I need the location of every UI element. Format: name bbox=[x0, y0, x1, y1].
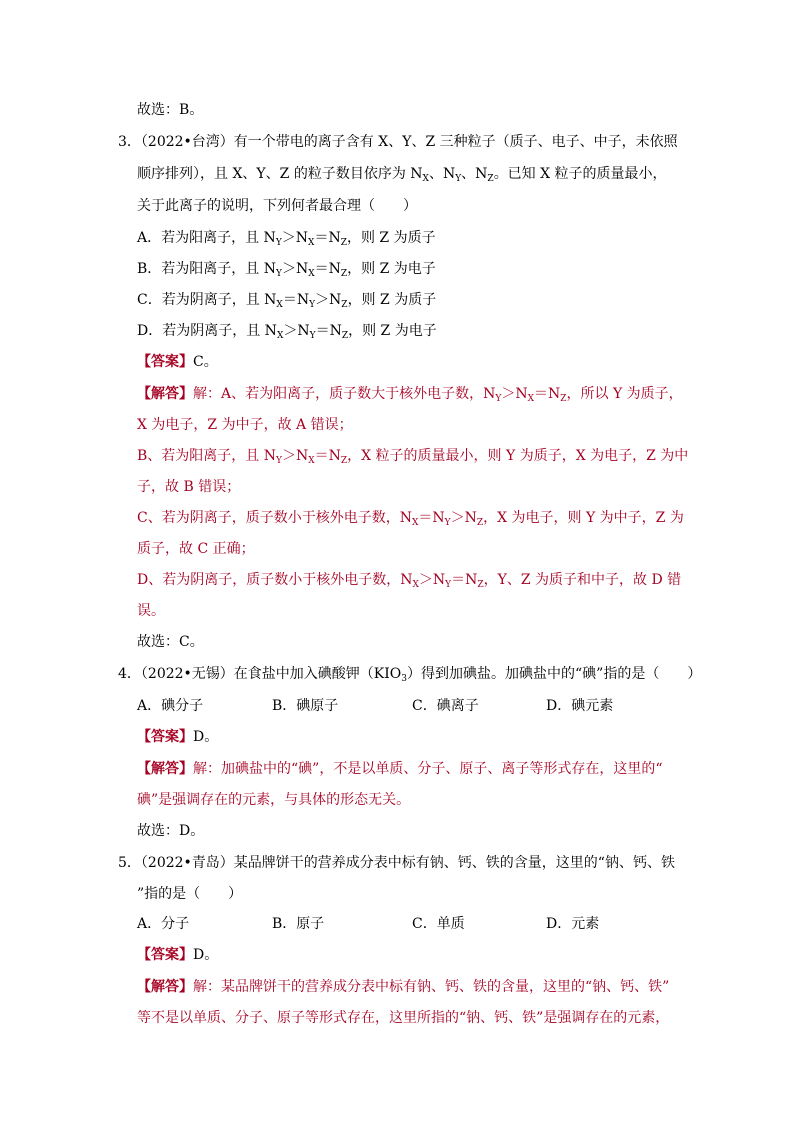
sub-z: Z bbox=[340, 238, 347, 248]
sub-z: Z bbox=[341, 300, 348, 310]
gt: ＞ bbox=[450, 510, 465, 526]
q3-option-b[interactable] bbox=[137, 259, 436, 279]
answer-value: D。 bbox=[193, 729, 219, 745]
q4-stem bbox=[118, 664, 701, 684]
n: N bbox=[328, 261, 341, 277]
eq: ＝ bbox=[451, 572, 466, 588]
q2-final-text: 故选：B。 bbox=[137, 102, 204, 118]
sub-y: Y bbox=[276, 269, 282, 279]
q5-analysis-line2 bbox=[137, 1008, 669, 1028]
sub-y: Y bbox=[275, 238, 282, 248]
eq: ＝ bbox=[314, 230, 329, 246]
option-d-suffix: ，则 Z 为电子 bbox=[348, 323, 437, 339]
q3-answer bbox=[137, 352, 218, 372]
q3-analysis-line8 bbox=[137, 601, 165, 621]
eq: ＝ bbox=[282, 292, 297, 308]
option-d-prefix: D．若为阴离子，且 N bbox=[137, 323, 277, 339]
sub-3: 3 bbox=[401, 674, 407, 684]
option-b-prefix: B．若为阳离子，且 N bbox=[137, 261, 276, 277]
q4-option-b[interactable]: B．碘原子 bbox=[272, 698, 339, 714]
q3-analysis-line6 bbox=[137, 539, 255, 559]
q3-stem-text-3: 关于此离子的说明，下列何者最合理（ ） bbox=[137, 198, 417, 214]
sub-z: Z bbox=[487, 174, 494, 184]
option-c-prefix: C．若为阴离子，且 N bbox=[137, 292, 277, 308]
analysis-label: 【解答】 bbox=[137, 386, 193, 402]
analysis-text: ，X 粒子的质量最小，则 Y 为质子，X 为电子，Z 为中 bbox=[347, 448, 689, 464]
sep: 、 bbox=[428, 166, 443, 182]
gt: ＞ bbox=[281, 448, 296, 464]
eq: ＝ bbox=[533, 386, 548, 402]
q3-stem-line2 bbox=[137, 164, 667, 184]
q4-option-d[interactable]: D．碘元素 bbox=[546, 698, 614, 714]
q3-option-d[interactable] bbox=[137, 321, 437, 341]
q4-analysis-line1 bbox=[137, 759, 662, 779]
gt: ＞ bbox=[281, 261, 296, 277]
analysis-label: 【解答】 bbox=[137, 761, 193, 777]
gt: ＞ bbox=[283, 323, 298, 339]
analysis-text: 解：某品牌饼干的营养成分表中标有钠、钙、铁的含量，这里的“钠、钙、铁” bbox=[193, 979, 670, 995]
analysis-text: B、若为阳离子，且 N bbox=[137, 448, 276, 464]
q5-analysis-line1 bbox=[137, 977, 669, 997]
q4-option-a[interactable]: A．碘分子 bbox=[137, 698, 204, 714]
q3-option-a[interactable] bbox=[137, 228, 436, 248]
n: N bbox=[464, 510, 477, 526]
q4-final-answer bbox=[137, 821, 204, 841]
sub-x: X bbox=[411, 518, 419, 528]
q5-option-c[interactable]: C．单质 bbox=[412, 916, 465, 932]
gt: ＞ bbox=[281, 230, 296, 246]
n: N bbox=[295, 261, 309, 277]
answer-label: 【答案】 bbox=[137, 947, 193, 963]
sub-y: Y bbox=[444, 518, 451, 528]
n: N bbox=[328, 230, 341, 246]
q4-option-c[interactable]: C．碘离子 bbox=[412, 698, 479, 714]
q2-final-answer bbox=[137, 100, 203, 120]
q3-stem-line1 bbox=[118, 132, 678, 152]
analysis-text: D、若为阴离子，质子数小于核外电子数，N bbox=[137, 572, 413, 588]
n: N bbox=[465, 572, 478, 588]
q3-stem-line3 bbox=[137, 196, 417, 216]
q3-final-answer bbox=[137, 632, 204, 652]
option-b-suffix: ，则 Z 为电子 bbox=[347, 261, 436, 277]
analysis-text: 子，故 B 错误； bbox=[137, 479, 241, 495]
q5-answer bbox=[137, 945, 218, 965]
n: N bbox=[329, 323, 342, 339]
n: N bbox=[295, 448, 309, 464]
analysis-text: 解：A、若为阳离子，质子数大于核外电子数，N bbox=[193, 386, 496, 402]
n: N bbox=[328, 448, 341, 464]
option-c-suffix: ，则 Z 为质子 bbox=[347, 292, 437, 308]
q5-stem-line2 bbox=[137, 884, 242, 904]
q5-stem-line1 bbox=[118, 853, 675, 873]
sub-y: Y bbox=[309, 331, 316, 341]
answer-value: D。 bbox=[193, 947, 219, 963]
sub-x: X bbox=[527, 394, 534, 404]
option-a-suffix: ，则 Z 为质子 bbox=[346, 230, 436, 246]
q3-analysis-line4 bbox=[137, 477, 240, 497]
eq: ＝ bbox=[314, 448, 329, 464]
n: N bbox=[432, 572, 446, 588]
sub-z: Z bbox=[340, 456, 348, 466]
gt: ＞ bbox=[418, 572, 433, 588]
q5-stem-text-1: 5．（2022•青岛）某品牌饼干的营养成分表中标有钠、钙、铁的含量，这里的“钠、钙、铁 bbox=[118, 855, 675, 871]
q3-analysis-line5 bbox=[137, 508, 684, 528]
sub-x: X bbox=[308, 269, 315, 279]
sub-y: Y bbox=[309, 300, 316, 310]
option-a-prefix: A．若为阳离子，且 N bbox=[137, 230, 276, 246]
n: N bbox=[329, 292, 342, 308]
eq: ＝ bbox=[315, 323, 330, 339]
n: N bbox=[442, 166, 456, 182]
q5-option-d[interactable]: D．元素 bbox=[546, 916, 600, 932]
q4-stem-text-a: 4．（2022•无锡）在食盐中加入碘酸钾（KIO bbox=[118, 666, 402, 682]
n: N bbox=[547, 386, 561, 402]
q3-analysis-line1 bbox=[137, 384, 683, 404]
n: N bbox=[515, 386, 528, 402]
q5-option-b[interactable]: B．原子 bbox=[272, 916, 325, 932]
q3-analysis-line3 bbox=[137, 446, 688, 466]
answer-value: C。 bbox=[193, 354, 218, 370]
sub-z: Z bbox=[560, 394, 567, 404]
n: N bbox=[432, 510, 445, 526]
sub-x: X bbox=[412, 580, 419, 590]
analysis-text: X 为电子，Z 为中子，故 A 错误； bbox=[137, 417, 353, 433]
analysis-text: 误。 bbox=[137, 603, 165, 619]
sub-x: X bbox=[422, 174, 429, 184]
sub-y: Y bbox=[455, 174, 462, 184]
eq: ＝ bbox=[314, 261, 329, 277]
sep: 、 bbox=[461, 166, 476, 182]
analysis-label: 【解答】 bbox=[137, 979, 193, 995]
q5-option-a[interactable]: A．分子 bbox=[137, 916, 190, 932]
analysis-text: 碘”是强调存在的元素，与具体的形态无关。 bbox=[137, 792, 411, 808]
q3-stem-text-2a: 顺序排列），且 X、Y、Z 的粒子数目依序为 N bbox=[137, 166, 423, 182]
q4-answer bbox=[137, 727, 218, 747]
sub-x: X bbox=[276, 331, 284, 341]
q3-analysis-line7 bbox=[137, 570, 681, 590]
analysis-text: ，Y、Z 为质子和中子，故 D 错 bbox=[483, 572, 682, 588]
sub-z: Z bbox=[340, 269, 348, 279]
n: N bbox=[475, 166, 488, 182]
n: N bbox=[297, 323, 310, 339]
gt: ＞ bbox=[315, 292, 330, 308]
analysis-text: 质子，故 C 正确； bbox=[137, 541, 255, 557]
answer-label: 【答案】 bbox=[137, 729, 193, 745]
sub-z: Z bbox=[341, 331, 349, 341]
sub-y: Y bbox=[445, 580, 452, 590]
sub-y: Y bbox=[276, 456, 282, 466]
sub-x: X bbox=[308, 238, 315, 248]
final-text: 故选：C。 bbox=[137, 634, 204, 650]
eq: ＝ bbox=[418, 510, 433, 526]
sub-x: X bbox=[276, 300, 283, 310]
analysis-text: 等不是以单质、分子、原子等形式存在，这里所指的“钠、钙、铁”是强调存在的元素， bbox=[137, 1010, 670, 1026]
gt: ＞ bbox=[501, 386, 516, 402]
q4-stem-text-b: ）得到加碘盐。加碘盐中的“碘”指的是（ ） bbox=[407, 666, 702, 682]
analysis-text: ，X 为电子，则 Y 为中子，Z 为 bbox=[483, 510, 684, 526]
analysis-text: ，所以 Y 为质子， bbox=[566, 386, 683, 402]
answer-label: 【答案】 bbox=[137, 354, 193, 370]
final-text: 故选：D。 bbox=[137, 823, 205, 839]
sub-z: Z bbox=[476, 518, 484, 528]
sub-z: Z bbox=[477, 580, 484, 590]
sub-y: Y bbox=[495, 394, 502, 404]
n: N bbox=[296, 292, 310, 308]
q3-analysis-line2 bbox=[137, 415, 353, 435]
analysis-text: C、若为阴离子，质子数小于核外电子数，N bbox=[137, 510, 412, 526]
analysis-text: 解：加碘盐中的“碘”，不是以单质、分子、原子、离子等形式存在，这里的“ bbox=[193, 761, 663, 777]
q4-analysis-line2 bbox=[137, 790, 410, 810]
n: N bbox=[295, 230, 309, 246]
q5-stem-text-2: ”指的是（ ） bbox=[137, 886, 243, 902]
q3-option-c[interactable] bbox=[137, 290, 436, 310]
q3-stem-text-1: 3．（2022•台湾）有一个带电的离子含有 X、Y、Z 三种粒子（质子、电子、中子，未依照 bbox=[118, 134, 678, 150]
q3-stem-text-2b: 。已知 X 粒子的质量最小， bbox=[493, 166, 667, 182]
sub-x: X bbox=[308, 456, 315, 466]
